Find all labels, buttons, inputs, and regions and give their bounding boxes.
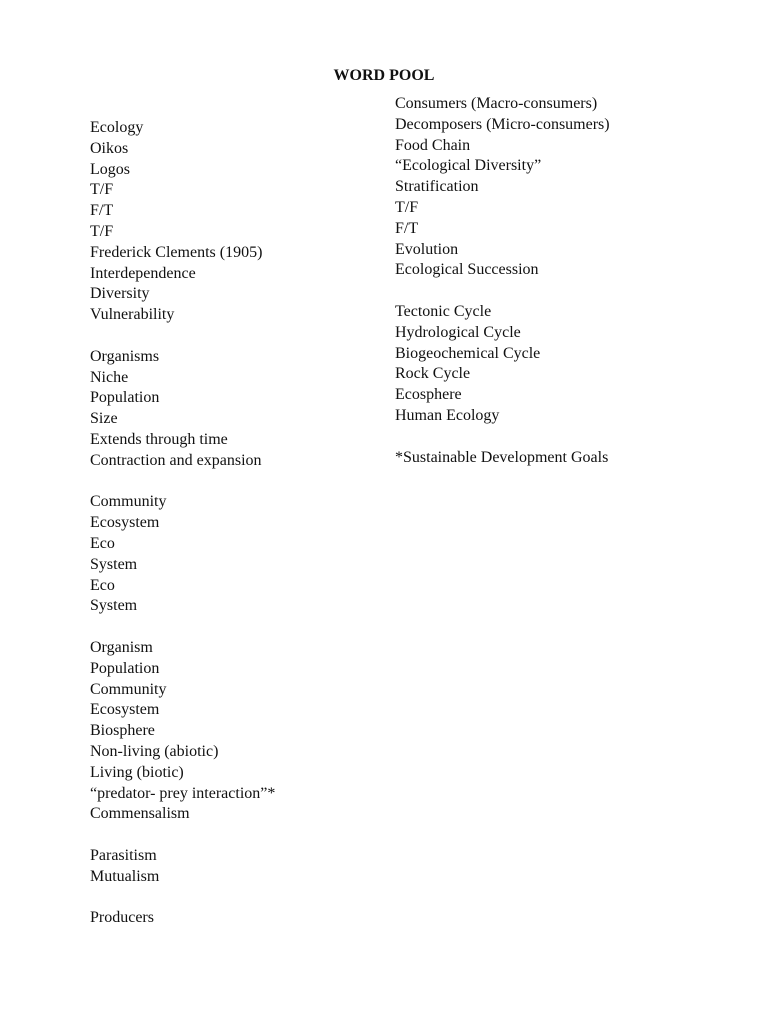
word-item: Ecology: [90, 119, 144, 136]
word-item: Evolution: [395, 240, 459, 258]
word-item: “predator- prey interaction”*: [90, 784, 276, 802]
word-item: Human Ecology: [395, 406, 500, 424]
word-item: Living (biotic): [90, 763, 184, 781]
word-item: *Sustainable Development Goals: [395, 448, 609, 466]
word-item: System: [90, 597, 138, 615]
word-item: Niche: [90, 368, 129, 386]
word-item: Vulnerability: [90, 306, 175, 324]
blank-line: [395, 427, 755, 448]
word-item: Size: [90, 410, 118, 428]
word-item: Biogeochemical Cycle: [395, 344, 541, 362]
word-item: T/F: [90, 181, 114, 199]
word-item: Non-living (abiotic): [90, 742, 219, 760]
word-item: “Ecological Diversity”: [395, 157, 542, 175]
word-item: Ecosphere: [395, 386, 462, 404]
word-item: F/T: [90, 202, 114, 220]
word-list-left: [90, 118, 390, 929]
word-item: Mutualism: [90, 867, 160, 885]
word-item: Producers: [90, 909, 154, 927]
blank-line: [90, 472, 390, 493]
word-item: Contraction and expansion: [90, 451, 262, 469]
word-item: T/F: [90, 222, 114, 240]
word-item: Organisms: [90, 347, 160, 365]
word-item: Consumers (Macro-consumers): [395, 95, 598, 112]
blank-line: [90, 326, 390, 347]
word-item: Population: [90, 389, 160, 407]
word-item: Decomposers (Micro-consumers): [395, 115, 610, 133]
word-item: Stratification: [395, 178, 479, 196]
blank-line: [90, 617, 390, 638]
word-item: T/F: [395, 198, 419, 216]
word-item: Population: [90, 659, 160, 677]
word-item: Logos: [90, 160, 130, 178]
word-list-right: [395, 94, 755, 468]
word-item: System: [90, 555, 138, 573]
word-item: F/T: [395, 219, 419, 237]
word-item: Ecological Succession: [395, 261, 539, 279]
word-item: Ecosystem: [90, 514, 160, 532]
page-title: WORD POOL: [333, 67, 435, 84]
word-item: Rock Cycle: [395, 365, 471, 383]
word-item: Parasitism: [90, 846, 157, 864]
word-item: Community: [90, 680, 167, 698]
word-item: Organism: [90, 638, 153, 656]
blank-line: [90, 825, 390, 846]
word-item: Diversity: [90, 285, 150, 303]
word-item: Hydrological Cycle: [395, 323, 521, 341]
word-item: Commensalism: [90, 805, 190, 823]
word-item: Food Chain: [395, 136, 471, 154]
word-item: Tectonic Cycle: [395, 302, 492, 320]
blank-line: [90, 887, 390, 908]
word-item: Eco: [90, 534, 115, 552]
blank-line: [395, 281, 755, 302]
word-item: Eco: [90, 576, 115, 594]
word-item: Ecosystem: [90, 701, 160, 719]
word-item: Extends through time: [90, 430, 228, 448]
word-item: Frederick Clements (1905): [90, 243, 263, 261]
word-item: Interdependence: [90, 264, 196, 282]
word-item: Biosphere: [90, 722, 155, 740]
word-item: Oikos: [90, 139, 129, 157]
word-item: Community: [90, 493, 167, 511]
